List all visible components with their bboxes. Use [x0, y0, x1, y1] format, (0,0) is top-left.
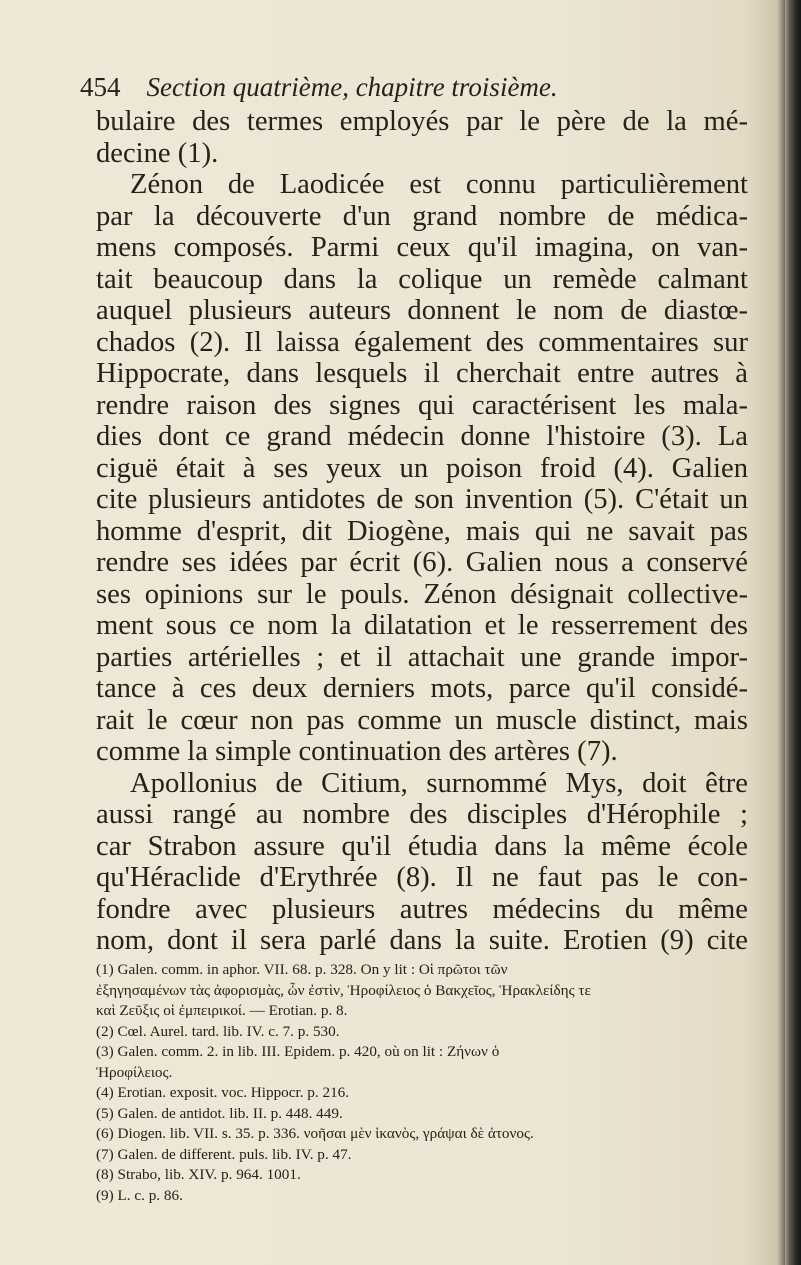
text-line: parties artérielles ; et il attachait une grande impor-	[96, 641, 748, 673]
footnote: ἐξηγησαμένων τὰς ἀφορισμὰς, ὧν ἐστὶν, Ἡροφίλειος ὁ Βακχεῖος, Ἡρακλείδης τε	[96, 981, 591, 999]
footnote: (3) Galen. comm. 2. in lib. III. Epidem. p. 420, où on lit : Ζήνων ὁ	[96, 1043, 500, 1060]
footnote: (7) Galen. de different. puls. lib. IV. p. 47.	[96, 1145, 352, 1163]
text-line: car Strabon assure qu'il étudia dans la même école	[96, 830, 748, 862]
footnote: (2) Cœl. Aurel. tard. lib. IV. c. 7. p. 530.	[96, 1022, 340, 1040]
book-binding-edge	[785, 0, 801, 1265]
text-line: nom, dont il sera parlé dans la suite. Erotien (9) cite	[96, 925, 748, 956]
footnote: (9) L. c. p. 86.	[96, 1186, 183, 1204]
text-line: auquel plusieurs auteurs donnent le nom de diastœ-	[96, 295, 748, 326]
text-line: rait le cœur non pas comme un muscle distinct, mais	[96, 704, 748, 736]
text-line: ciguë était à ses yeux un poison froid (4). Galien	[96, 452, 748, 484]
text-line: mens composés. Parmi ceux qu'il imagina, on van-	[96, 232, 748, 263]
text-line: qu'Héraclide d'Erythrée (8). Il ne faut pas le con-	[96, 862, 748, 893]
text-line: rendre raison des signes qui caractérisent les mala-	[96, 389, 748, 421]
footnote: καὶ Ζεῦξις οἱ ἐμπειρικοί. — Erotian. p. 8.	[96, 1002, 348, 1019]
text-line: Hippocrate, dans lesquels il cherchait entre autres à	[96, 358, 748, 389]
text-line: ment sous ce nom la dilatation et le resserrement des	[96, 610, 748, 641]
footnote: (1) Galen. comm. in aphor. VII. 68. p. 328. On y lit : Οἱ πρῶτοι τῶν	[96, 961, 508, 978]
body-text	[96, 106, 748, 957]
footnote: (5) Galen. de antidot. lib. II. p. 448. 449.	[96, 1104, 343, 1122]
footnote: (8) Strabo, lib. XIV. p. 964. 1001.	[96, 1166, 301, 1183]
text-line: Apollonius de Citium, surnommé Mys, doit être	[130, 767, 748, 799]
text-line: fondre avec plusieurs autres médecins du même	[96, 893, 748, 925]
footnote: (4) Erotian. exposit. voc. Hippocr. p. 216.	[96, 1084, 350, 1101]
text-line: rendre ses idées par écrit (6). Galien nous a conservé	[96, 547, 748, 578]
running-title: Section quatrième, chapitre troisième.	[146, 72, 558, 102]
text-line: bulaire des termes employés par le père de la mé-	[96, 106, 748, 137]
text-line: Zénon de Laodicée est connu particulièrement	[130, 169, 748, 200]
text-line: chados (2). Il laissa également des commentaires sur	[96, 326, 748, 358]
text-line: aussi rangé au nombre des disciples d'Hérophile ;	[96, 799, 748, 830]
text-line: homme d'esprit, dit Diogène, mais qui ne savait pas	[96, 515, 748, 547]
text-line: cite plusieurs antidotes de son invention (5). C'était un	[96, 484, 748, 515]
footnote: Ἡροφίλειος.	[96, 1063, 173, 1081]
text-line: ses opinions sur le pouls. Zénon désignait collective-	[96, 578, 748, 610]
footnotes	[96, 960, 748, 1206]
text-line: tance à ces deux derniers mots, parce qu'il considé-	[96, 673, 748, 704]
page-header	[80, 70, 700, 104]
text-line: comme la simple continuation des artères (7).	[96, 736, 618, 767]
text-line: par la découverte d'un grand nombre de médica-	[96, 200, 748, 232]
text-line: tait beaucoup dans la colique un remède calmant	[96, 263, 748, 295]
page-number: 454	[80, 72, 121, 102]
footnote: (6) Diogen. lib. VII. s. 35. p. 336. νοῆσαι μὲν ἱκανὸς, γράψαι δὲ ἀτονος.	[96, 1125, 534, 1142]
text-line: dies dont ce grand médecin donne l'histoire (3). La	[96, 421, 748, 452]
text-line: decine (1).	[96, 137, 219, 169]
